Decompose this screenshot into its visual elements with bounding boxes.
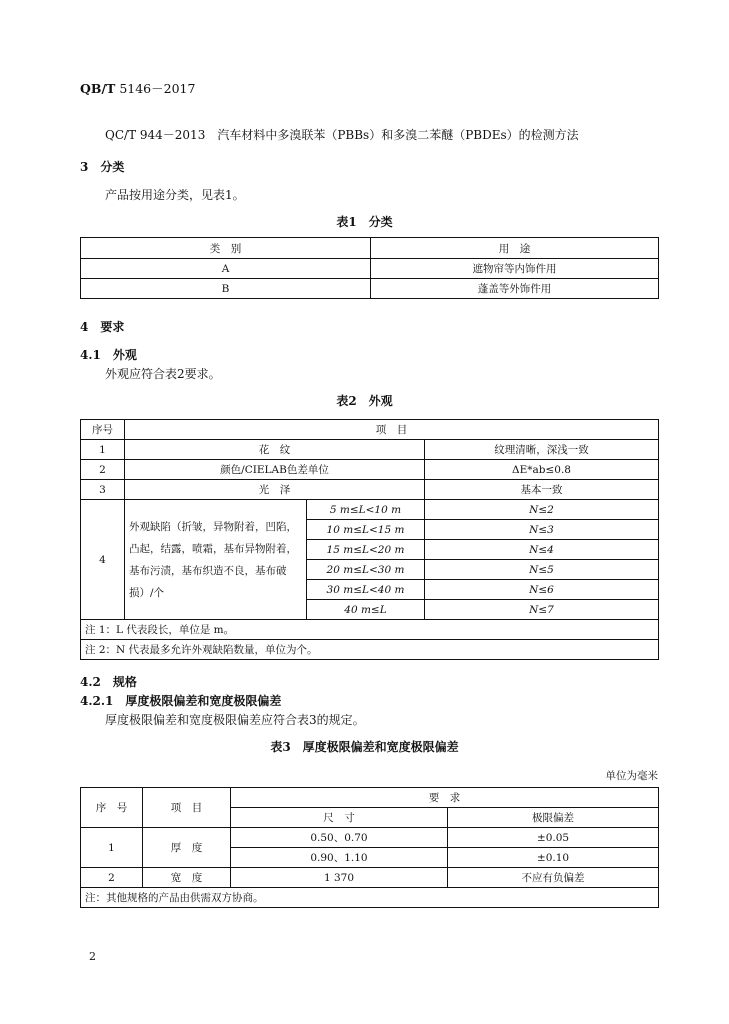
table2-header-item: 项 目 — [125, 420, 659, 440]
table1-cell: 蓬盖等外饰件用 — [371, 279, 659, 299]
table2-cell: 4 — [81, 500, 125, 620]
table-row — [81, 460, 659, 480]
table-row — [81, 500, 659, 520]
table2-defect-limit: N≤7 — [425, 600, 659, 620]
table2-length-range: 30 m≤L<40 m — [307, 580, 425, 600]
table2-cell: 光 泽 — [125, 480, 425, 500]
table3-cell: ±0.05 — [448, 828, 659, 848]
table-row — [81, 868, 659, 888]
table-row — [81, 259, 659, 279]
table3-cell: 厚 度 — [143, 828, 231, 868]
table1-cell: A — [81, 259, 371, 279]
section-4-2-1-text: 厚度极限偏差和宽度极限偏差应符合表3的规定。 — [105, 713, 365, 727]
table3-cell: 1 — [81, 828, 143, 868]
table3-cell: 不应有负偏差 — [448, 868, 659, 888]
table2-cell: ΔE*ab≤0.8 — [425, 460, 659, 480]
table2-cell: 3 — [81, 480, 125, 500]
table2-defect-limit: N≤4 — [425, 540, 659, 560]
section-4-1-heading: 4.1 外观 — [80, 348, 137, 362]
table2-defect-limit: N≤2 — [425, 500, 659, 520]
table2-caption: 表2 外观 — [336, 394, 393, 408]
table2-length-range: 15 m≤L<20 m — [307, 540, 425, 560]
table2-defect-limit: N≤5 — [425, 560, 659, 580]
table3-header-no: 序 号 — [81, 788, 143, 828]
table-row — [81, 828, 659, 848]
section-4-1-text: 外观应符合表2要求。 — [105, 367, 221, 381]
table3-cell: 宽 度 — [143, 868, 231, 888]
table-row — [81, 480, 659, 500]
standard-prefix: QB/T — [80, 81, 116, 96]
table2-length-range: 20 m≤L<30 m — [307, 560, 425, 580]
table3-header-req: 要 求 — [231, 788, 659, 808]
table1 — [80, 237, 659, 299]
table2-length-range: 5 m≤L<10 m — [307, 500, 425, 520]
table3-note: 注：其他规格的产品由供需双方协商。 — [81, 888, 659, 908]
table2-note-1: 注 1：L 代表段长，单位是 m。 — [81, 620, 659, 640]
table2-header-no: 序号 — [81, 420, 125, 440]
table3-header-item: 项 目 — [143, 788, 231, 828]
reference-standard: QC/T 944－2013 汽车材料中多溴联苯（PBBs）和多溴二苯醚（PBDEs）的检测方法 — [105, 128, 579, 142]
table2-cell: 基本一致 — [425, 480, 659, 500]
table-row — [81, 279, 659, 299]
page-number: 2 — [89, 950, 96, 963]
section-3-text: 产品按用途分类，见表1。 — [105, 188, 245, 202]
section-4-2-heading: 4.2 规格 — [80, 675, 137, 689]
table1-caption: 表1 分类 — [336, 215, 393, 229]
table2 — [80, 419, 659, 660]
table1-header-category: 类 别 — [81, 238, 371, 259]
table2-cell: 纹理清晰，深浅一致 — [425, 440, 659, 460]
table3-header-size: 尺 寸 — [231, 808, 448, 828]
table-row — [81, 440, 659, 460]
table3-cell: 1 370 — [231, 868, 448, 888]
table3-cell: 2 — [81, 868, 143, 888]
table3-header-dev: 极限偏差 — [448, 808, 659, 828]
table2-cell: 颜色/CIELAB色差单位 — [125, 460, 425, 480]
table3-unit: 单位为毫米 — [605, 770, 658, 782]
table2-defect-limit: N≤6 — [425, 580, 659, 600]
table1-cell: 遮物帘等内饰件用 — [371, 259, 659, 279]
table3-cell: 0.50、0.70 — [231, 828, 448, 848]
section-4-heading: 4 要求 — [80, 320, 125, 334]
table2-cell: 1 — [81, 440, 125, 460]
table2-defect-limit: N≤3 — [425, 520, 659, 540]
section-4-2-1-heading: 4.2.1 厚度极限偏差和宽度极限偏差 — [80, 694, 282, 708]
table1-header-use: 用 途 — [371, 238, 659, 259]
standard-number: 5146－2017 — [119, 81, 196, 96]
table3 — [80, 787, 659, 908]
standard-header — [80, 79, 195, 97]
table3-cell: 0.90、1.10 — [231, 848, 448, 868]
table3-cell: ±0.10 — [448, 848, 659, 868]
section-3-heading: 3 分类 — [80, 160, 125, 174]
table2-defects-item: 外观缺陷（折皱，异物附着，凹陷，凸起，结露，喷霜，基布异物附着，基布污渍，基布织造不良，基布破损）/个 — [125, 500, 307, 620]
table1-cell: B — [81, 279, 371, 299]
table2-note-2: 注 2：N 代表最多允许外观缺陷数量，单位为个。 — [81, 640, 659, 660]
table3-caption: 表3 厚度极限偏差和宽度极限偏差 — [270, 740, 459, 754]
table2-cell: 2 — [81, 460, 125, 480]
table2-cell: 花 纹 — [125, 440, 425, 460]
table2-length-range: 10 m≤L<15 m — [307, 520, 425, 540]
table2-length-range: 40 m≤L — [307, 600, 425, 620]
